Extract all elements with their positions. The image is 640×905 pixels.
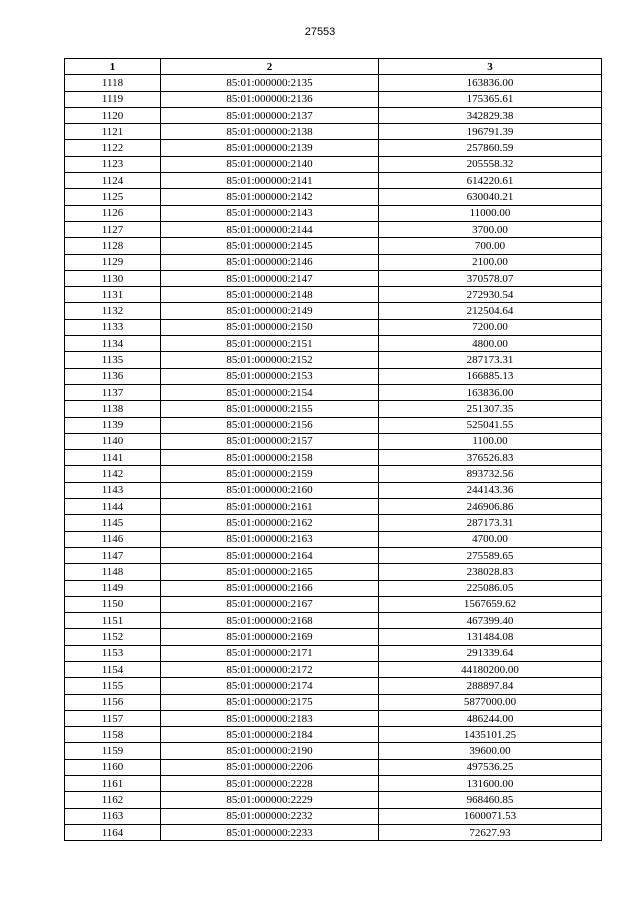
table-row xyxy=(65,173,602,189)
cadastral-number-cell: 85:01:000000:2168 xyxy=(161,613,379,629)
cadastral-number-cell: 85:01:000000:2142 xyxy=(161,189,379,205)
cadastral-number-cell: 85:01:000000:2157 xyxy=(161,433,379,449)
value-cell: 238028.83 xyxy=(379,564,602,580)
cadastral-number-cell: 85:01:000000:2156 xyxy=(161,417,379,433)
cadastral-number-cell: 85:01:000000:2160 xyxy=(161,482,379,498)
value-cell: 2100.00 xyxy=(379,254,602,270)
value-cell: 39600.00 xyxy=(379,743,602,759)
value-cell: 1100.00 xyxy=(379,433,602,449)
table-row xyxy=(65,645,602,661)
table-row xyxy=(65,564,602,580)
cadastral-number-cell: 85:01:000000:2145 xyxy=(161,238,379,254)
row-number-cell: 1144 xyxy=(65,499,161,515)
value-cell: 1600071.53 xyxy=(379,808,602,824)
cadastral-number-cell: 85:01:000000:2164 xyxy=(161,547,379,563)
cadastral-number-cell: 85:01:000000:2151 xyxy=(161,336,379,352)
table-row xyxy=(65,91,602,107)
cadastral-number-cell: 85:01:000000:2175 xyxy=(161,694,379,710)
row-number-cell: 1119 xyxy=(65,91,161,107)
column-header-1: 1 xyxy=(65,59,161,75)
value-cell: 11000.00 xyxy=(379,205,602,221)
value-cell: 342829.38 xyxy=(379,107,602,123)
value-cell: 44180200.00 xyxy=(379,661,602,677)
row-number-cell: 1125 xyxy=(65,189,161,205)
row-number-cell: 1157 xyxy=(65,710,161,726)
row-number-cell: 1141 xyxy=(65,450,161,466)
cadastral-number-cell: 85:01:000000:2161 xyxy=(161,499,379,515)
cadastral-number-cell: 85:01:000000:2150 xyxy=(161,319,379,335)
table-row xyxy=(65,303,602,319)
table-row xyxy=(65,596,602,612)
row-number-cell: 1138 xyxy=(65,401,161,417)
table-row xyxy=(65,499,602,515)
column-header-3: 3 xyxy=(379,59,602,75)
value-cell: 251307.35 xyxy=(379,401,602,417)
table-row xyxy=(65,776,602,792)
value-cell: 291339.64 xyxy=(379,645,602,661)
value-cell: 4800.00 xyxy=(379,336,602,352)
table-row xyxy=(65,531,602,547)
cadastral-number-cell: 85:01:000000:2172 xyxy=(161,661,379,677)
table-row xyxy=(65,727,602,743)
row-number-cell: 1129 xyxy=(65,254,161,270)
table-row xyxy=(65,743,602,759)
cadastral-number-cell: 85:01:000000:2233 xyxy=(161,824,379,840)
cadastral-number-cell: 85:01:000000:2184 xyxy=(161,727,379,743)
value-cell: 288897.84 xyxy=(379,678,602,694)
value-cell: 163836.00 xyxy=(379,75,602,91)
value-cell: 275589.65 xyxy=(379,547,602,563)
value-cell: 5877000.00 xyxy=(379,694,602,710)
table-row xyxy=(65,189,602,205)
table-header xyxy=(65,59,602,75)
table-row xyxy=(65,75,602,91)
cadastral-number-cell: 85:01:000000:2162 xyxy=(161,515,379,531)
cadastral-number-cell: 85:01:000000:2143 xyxy=(161,205,379,221)
row-number-cell: 1130 xyxy=(65,270,161,286)
value-cell: 163836.00 xyxy=(379,384,602,400)
value-cell: 467399.40 xyxy=(379,613,602,629)
value-cell: 287173.31 xyxy=(379,352,602,368)
value-cell: 525041.55 xyxy=(379,417,602,433)
cadastral-number-cell: 85:01:000000:2141 xyxy=(161,173,379,189)
cadastral-number-cell: 85:01:000000:2206 xyxy=(161,759,379,775)
row-number-cell: 1158 xyxy=(65,727,161,743)
table-row xyxy=(65,824,602,840)
row-number-cell: 1143 xyxy=(65,482,161,498)
table-row xyxy=(65,759,602,775)
value-cell: 212504.64 xyxy=(379,303,602,319)
table-row xyxy=(65,580,602,596)
row-number-cell: 1137 xyxy=(65,384,161,400)
row-number-cell: 1131 xyxy=(65,287,161,303)
value-cell: 4700.00 xyxy=(379,531,602,547)
value-cell: 3700.00 xyxy=(379,221,602,237)
table-row xyxy=(65,336,602,352)
value-cell: 166885.13 xyxy=(379,368,602,384)
row-number-cell: 1145 xyxy=(65,515,161,531)
value-cell: 287173.31 xyxy=(379,515,602,531)
row-number-cell: 1155 xyxy=(65,678,161,694)
table-row xyxy=(65,661,602,677)
cadastral-number-cell: 85:01:000000:2144 xyxy=(161,221,379,237)
row-number-cell: 1136 xyxy=(65,368,161,384)
row-number-cell: 1150 xyxy=(65,596,161,612)
row-number-cell: 1152 xyxy=(65,629,161,645)
value-cell: 72627.93 xyxy=(379,824,602,840)
row-number-cell: 1162 xyxy=(65,792,161,808)
cadastral-number-cell: 85:01:000000:2165 xyxy=(161,564,379,580)
value-cell: 893732.56 xyxy=(379,466,602,482)
table-row xyxy=(65,515,602,531)
row-number-cell: 1121 xyxy=(65,124,161,140)
table-row xyxy=(65,238,602,254)
table-row xyxy=(65,124,602,140)
table-row xyxy=(65,433,602,449)
value-cell: 196791.39 xyxy=(379,124,602,140)
row-number-cell: 1153 xyxy=(65,645,161,661)
table-row xyxy=(65,482,602,498)
table-row xyxy=(65,107,602,123)
cadastral-number-cell: 85:01:000000:2159 xyxy=(161,466,379,482)
table-row xyxy=(65,417,602,433)
value-cell: 7200.00 xyxy=(379,319,602,335)
table-row xyxy=(65,384,602,400)
row-number-cell: 1132 xyxy=(65,303,161,319)
value-cell: 376526.83 xyxy=(379,450,602,466)
table-row xyxy=(65,221,602,237)
row-number-cell: 1133 xyxy=(65,319,161,335)
row-number-cell: 1122 xyxy=(65,140,161,156)
cadastral-number-cell: 85:01:000000:2146 xyxy=(161,254,379,270)
value-cell: 131484.08 xyxy=(379,629,602,645)
row-number-cell: 1126 xyxy=(65,205,161,221)
table-row xyxy=(65,678,602,694)
cadastral-number-cell: 85:01:000000:2140 xyxy=(161,156,379,172)
cadastral-number-cell: 85:01:000000:2229 xyxy=(161,792,379,808)
cadastral-number-cell: 85:01:000000:2137 xyxy=(161,107,379,123)
cadastral-number-cell: 85:01:000000:2232 xyxy=(161,808,379,824)
table-row xyxy=(65,140,602,156)
value-cell: 225086.05 xyxy=(379,580,602,596)
cadastral-number-cell: 85:01:000000:2174 xyxy=(161,678,379,694)
cadastral-number-cell: 85:01:000000:2135 xyxy=(161,75,379,91)
table-row xyxy=(65,808,602,824)
row-number-cell: 1135 xyxy=(65,352,161,368)
row-number-cell: 1160 xyxy=(65,759,161,775)
table-row xyxy=(65,613,602,629)
table-row xyxy=(65,156,602,172)
cadastral-number-cell: 85:01:000000:2167 xyxy=(161,596,379,612)
row-number-cell: 1118 xyxy=(65,75,161,91)
cadastral-number-cell: 85:01:000000:2183 xyxy=(161,710,379,726)
row-number-cell: 1128 xyxy=(65,238,161,254)
cadastral-number-cell: 85:01:000000:2139 xyxy=(161,140,379,156)
row-number-cell: 1140 xyxy=(65,433,161,449)
cadastral-number-cell: 85:01:000000:2138 xyxy=(161,124,379,140)
cadastral-number-cell: 85:01:000000:2190 xyxy=(161,743,379,759)
value-cell: 370578.07 xyxy=(379,270,602,286)
table-row xyxy=(65,270,602,286)
cadastral-number-cell: 85:01:000000:2158 xyxy=(161,450,379,466)
table-row xyxy=(65,401,602,417)
value-cell: 205558.32 xyxy=(379,156,602,172)
cadastral-number-cell: 85:01:000000:2147 xyxy=(161,270,379,286)
row-number-cell: 1146 xyxy=(65,531,161,547)
cadastral-number-cell: 85:01:000000:2153 xyxy=(161,368,379,384)
cadastral-number-cell: 85:01:000000:2148 xyxy=(161,287,379,303)
row-number-cell: 1163 xyxy=(65,808,161,824)
cadastral-number-cell: 85:01:000000:2149 xyxy=(161,303,379,319)
table-row xyxy=(65,319,602,335)
table-row xyxy=(65,254,602,270)
table-row xyxy=(65,629,602,645)
row-number-cell: 1139 xyxy=(65,417,161,433)
page-number: 27553 xyxy=(304,26,336,38)
table-row xyxy=(65,694,602,710)
row-number-cell: 1161 xyxy=(65,776,161,792)
row-number-cell: 1159 xyxy=(65,743,161,759)
cadastral-number-cell: 85:01:000000:2136 xyxy=(161,91,379,107)
table-row xyxy=(65,547,602,563)
row-number-cell: 1149 xyxy=(65,580,161,596)
value-cell: 257860.59 xyxy=(379,140,602,156)
cadastral-number-cell: 85:01:000000:2152 xyxy=(161,352,379,368)
row-number-cell: 1156 xyxy=(65,694,161,710)
value-cell: 272930.54 xyxy=(379,287,602,303)
row-number-cell: 1154 xyxy=(65,661,161,677)
cadastral-number-cell: 85:01:000000:2163 xyxy=(161,531,379,547)
value-cell: 700.00 xyxy=(379,238,602,254)
value-cell: 175365.61 xyxy=(379,91,602,107)
row-number-cell: 1127 xyxy=(65,221,161,237)
cadastral-number-cell: 85:01:000000:2155 xyxy=(161,401,379,417)
table-row xyxy=(65,792,602,808)
table-row xyxy=(65,352,602,368)
value-cell: 131600.00 xyxy=(379,776,602,792)
value-cell: 968460.85 xyxy=(379,792,602,808)
value-cell: 244143.36 xyxy=(379,482,602,498)
row-number-cell: 1151 xyxy=(65,613,161,629)
cadastral-number-cell: 85:01:000000:2166 xyxy=(161,580,379,596)
row-number-cell: 1124 xyxy=(65,173,161,189)
cadastral-number-cell: 85:01:000000:2169 xyxy=(161,629,379,645)
value-cell: 1567659.62 xyxy=(379,596,602,612)
table-body xyxy=(65,75,602,841)
row-number-cell: 1164 xyxy=(65,824,161,840)
table-row xyxy=(65,450,602,466)
table-row xyxy=(65,205,602,221)
value-cell: 1435101.25 xyxy=(379,727,602,743)
cadastral-number-cell: 85:01:000000:2154 xyxy=(161,384,379,400)
row-number-cell: 1148 xyxy=(65,564,161,580)
value-cell: 246906.86 xyxy=(379,499,602,515)
cadastral-number-cell: 85:01:000000:2171 xyxy=(161,645,379,661)
row-number-cell: 1123 xyxy=(65,156,161,172)
value-cell: 486244.00 xyxy=(379,710,602,726)
table-row xyxy=(65,466,602,482)
row-number-cell: 1147 xyxy=(65,547,161,563)
table-row xyxy=(65,287,602,303)
value-cell: 630040.21 xyxy=(379,189,602,205)
table-row xyxy=(65,710,602,726)
row-number-cell: 1134 xyxy=(65,336,161,352)
header-row xyxy=(65,59,602,75)
value-cell: 497536.25 xyxy=(379,759,602,775)
row-number-cell: 1120 xyxy=(65,107,161,123)
row-number-cell: 1142 xyxy=(65,466,161,482)
cadastral-number-cell: 85:01:000000:2228 xyxy=(161,776,379,792)
registry-table xyxy=(64,58,602,841)
value-cell: 614220.61 xyxy=(379,173,602,189)
table-row xyxy=(65,368,602,384)
column-header-2: 2 xyxy=(161,59,379,75)
